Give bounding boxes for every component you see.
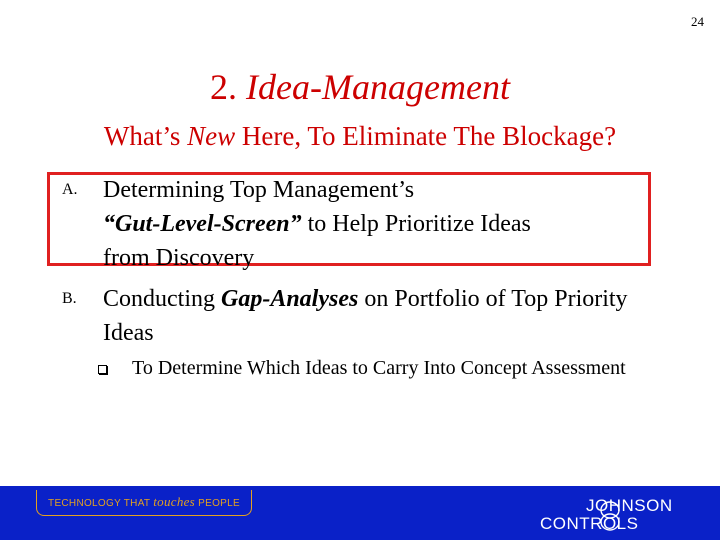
footer-tagline: [36, 490, 252, 516]
title-number: 2.: [210, 67, 238, 107]
title-text: Idea-Management: [246, 67, 510, 107]
tagline-end: PEOPLE: [195, 498, 240, 509]
list-text-b: [103, 282, 663, 350]
sub-bullet-text: To Determine Which Ideas to Carry Into Concept Assessment: [132, 357, 626, 379]
johnson-controls-logo: [540, 496, 690, 538]
list-a-emphasis: “Gut-Level-Screen”: [103, 211, 302, 237]
list-b-before: Conducting: [103, 286, 221, 312]
list-b-emphasis: Gap-Analyses: [221, 286, 359, 312]
square-bullet-icon: [98, 365, 107, 374]
subtitle-before: What’s: [103, 121, 181, 151]
list-a-line1: Determining Top Management’s: [103, 177, 415, 203]
list-text-a: [103, 173, 663, 275]
list-a-line2-rest: to Help Prioritize Ideas: [301, 211, 531, 237]
logo-line1: JOHNSON: [586, 496, 673, 515]
slide-subtitle: [0, 121, 720, 152]
subtitle-emphasis: New: [187, 121, 236, 151]
slide-title: [0, 66, 720, 108]
tagline-script: touches: [153, 494, 196, 509]
list-marker-b: B.: [62, 290, 77, 307]
tagline-start: TECHNOLOGY THAT: [48, 498, 154, 509]
list-b-after: on Portfolio of Top Priority Ideas: [103, 286, 628, 346]
subtitle-after: Here, To Eliminate The Blockage?: [241, 121, 617, 151]
list-a-line2: [103, 207, 663, 241]
list-a-line3: from Discovery: [103, 245, 255, 271]
logo-line2: CONTROLS: [540, 514, 639, 533]
page-number: 24: [691, 14, 704, 29]
list-marker-a: A.: [62, 181, 78, 198]
footer-bar: [0, 486, 720, 540]
